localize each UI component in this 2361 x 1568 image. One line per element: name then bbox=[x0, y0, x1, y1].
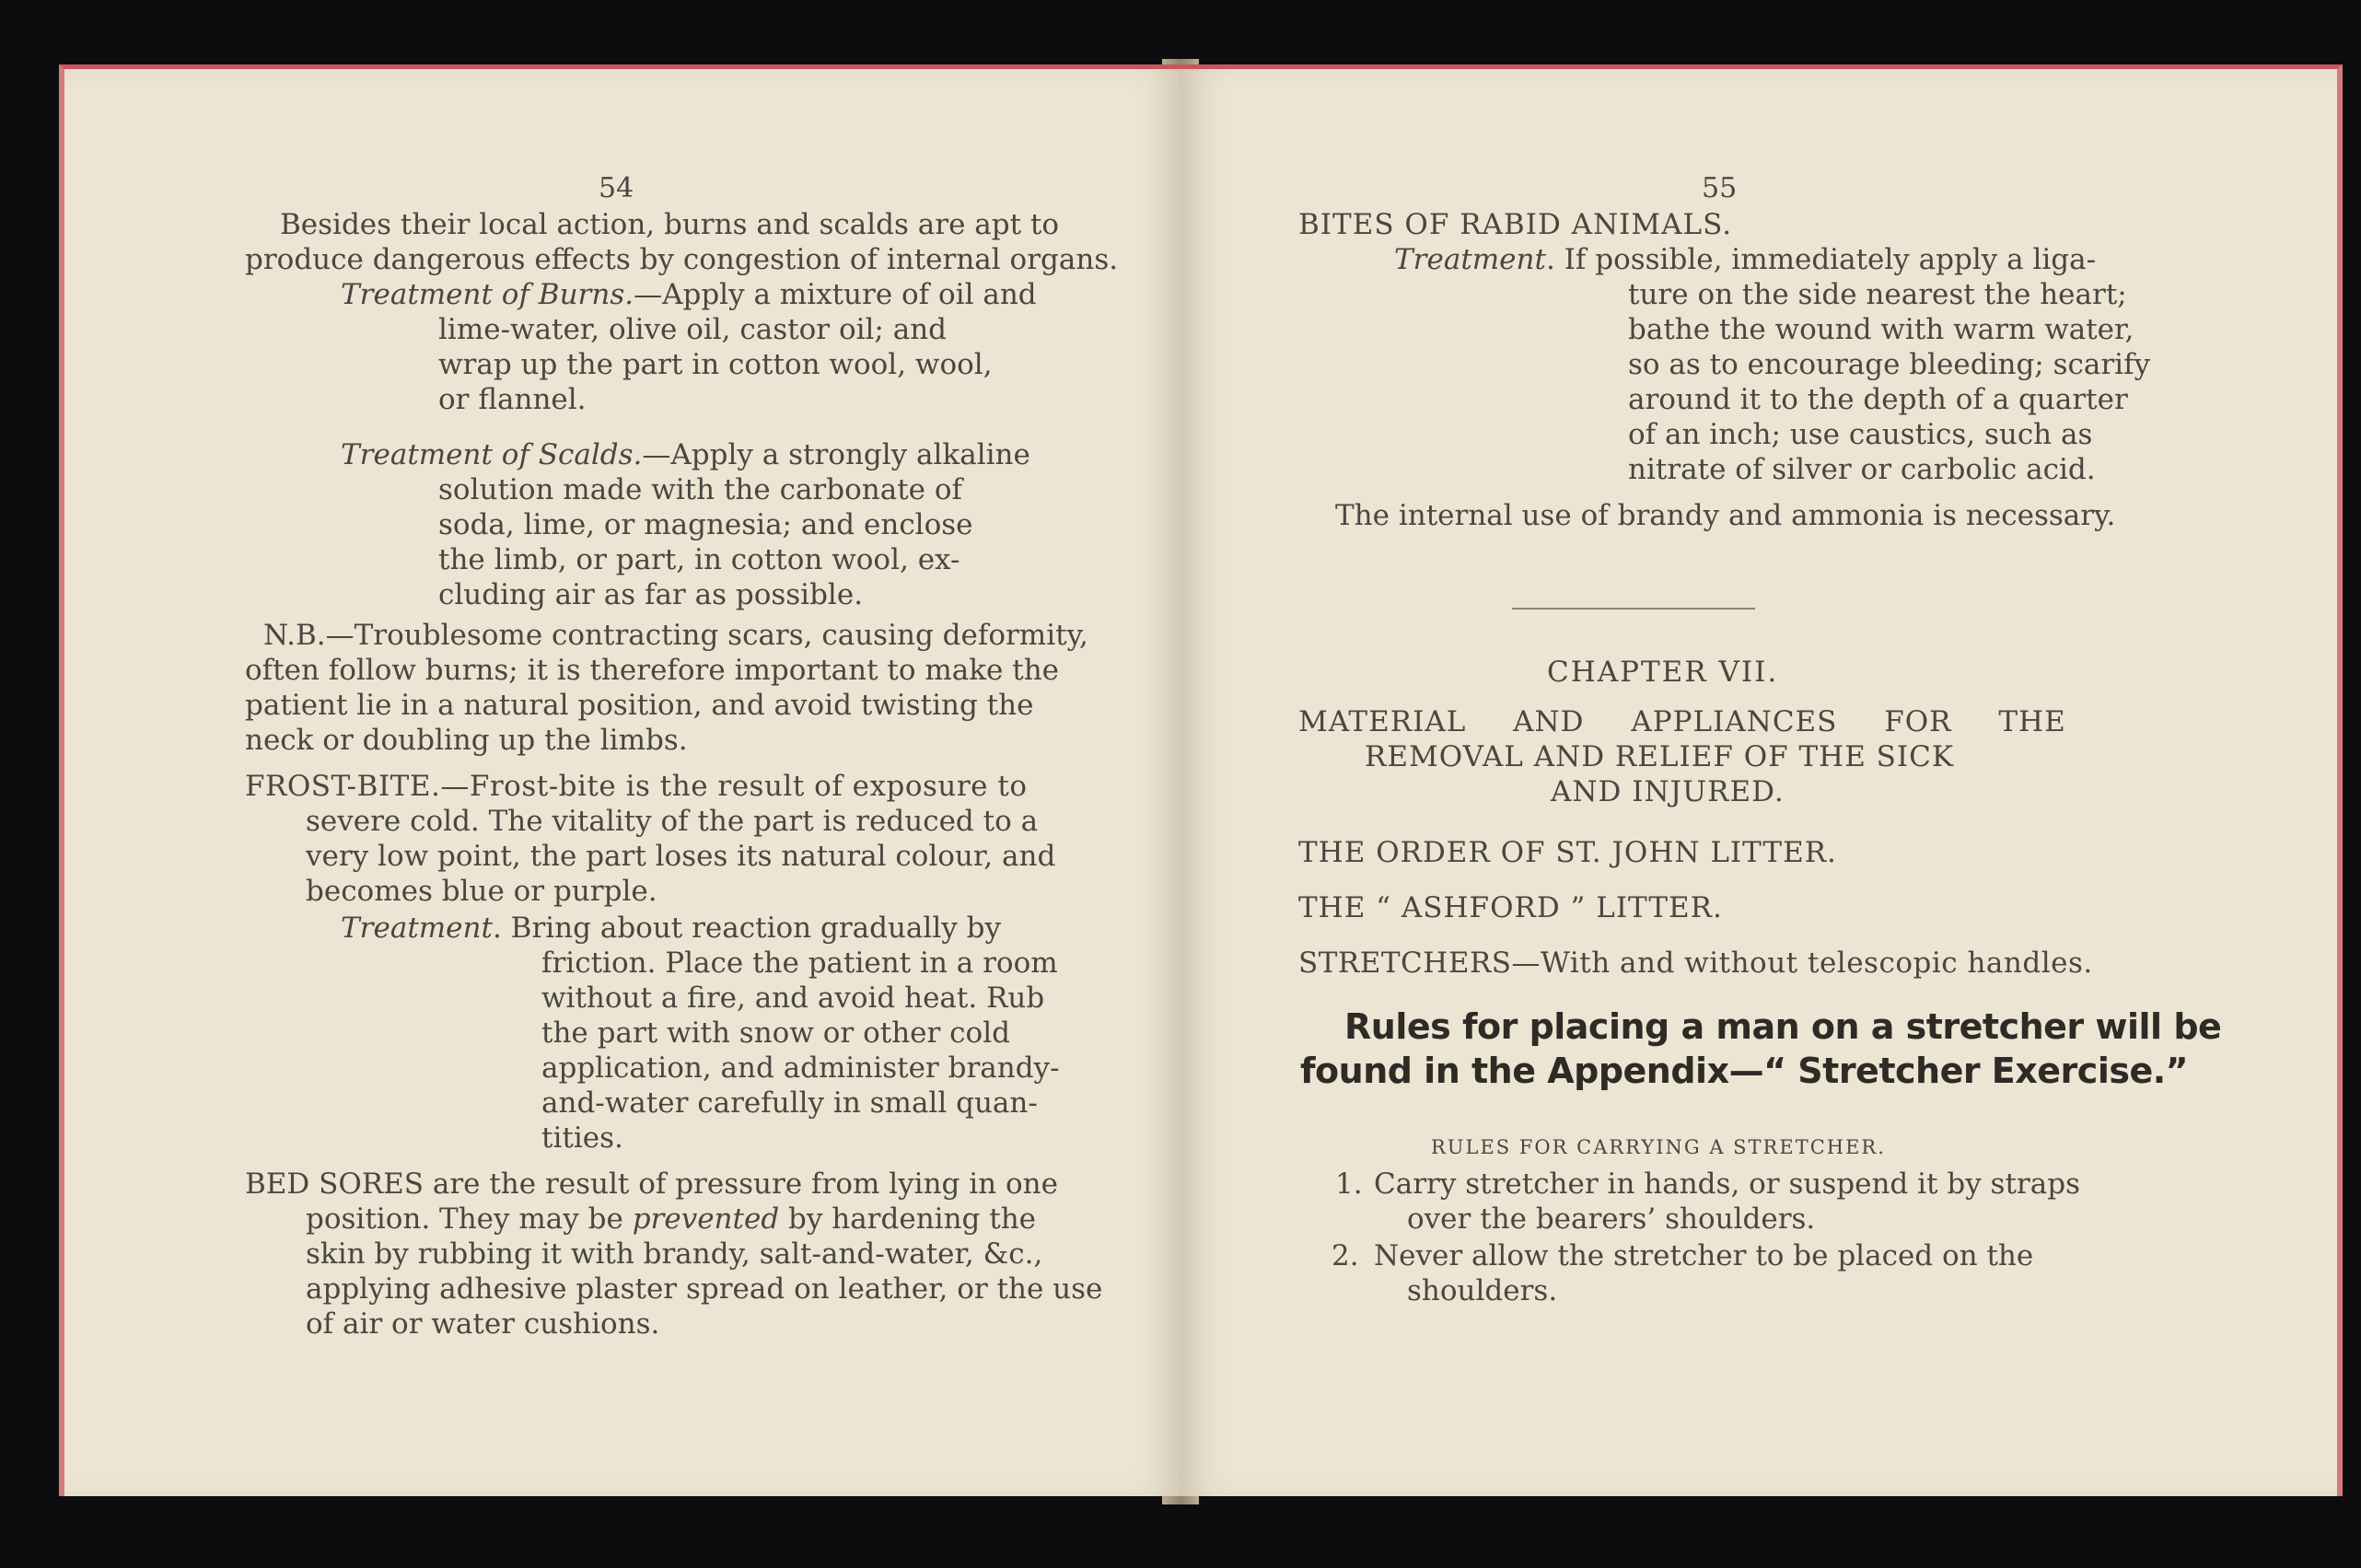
page-number-54: 54 bbox=[599, 172, 634, 204]
bites-footer: The internal use of brandy and ammonia is necessary. bbox=[1335, 499, 2116, 532]
topic-stretchers: STRETCHERS—With and without telescopic handles. bbox=[1298, 947, 2093, 980]
burns-label: Treatment of Burns. bbox=[341, 278, 634, 311]
frostbite-treatment-label: Treatment bbox=[341, 912, 493, 945]
topic-st-john-litter: THE ORDER OF ST. JOHN LITTER. bbox=[1298, 836, 1837, 869]
bites-title: BITES OF RABID ANIMALS. bbox=[1298, 208, 1733, 241]
right-page: 55 BITES OF RABID ANIMALS. Treatment. If possible, immediately apply a liga- ture on the side nearest the heart; bathe the wound with warm water, so as to encourage bleeding; scarify around it to the depth of a quarter of an inch; use caustics, such as nitrate of silver or carbolic acid. The internal use of brandy and ammonia is necessary. CHAPTER VII. MATERIAL AND APPLIANCES FOR THE REMOVAL AND RELIEF OF THE SICK AND INJURED. THE ORDER OF ST. JOHN LITTER. THE “ ASHFORD ” LITTER. STRETCHERS—With and without telescopic handles. Rules for placing a man on a stretcher will be found in the Appendix—“ Stretcher Exercise.” RULES FOR CARRYING A STRETCHER. 1. Carry stretcher in hands, or suspend it by straps over the bearers’ shoulders. 2. Never allow the stretcher to be placed on the shoulders. bbox=[1180, 64, 2343, 1496]
topic-ashford-litter: THE “ ASHFORD ” LITTER. bbox=[1298, 891, 1723, 924]
prevented-emphasis: prevented bbox=[632, 1202, 780, 1236]
left-page: 54 Besides their local action, burns and scalds are apt to produce dangerous effects by congestion of internal organs. Treatment of Burns.—Apply a mixture of oil and lime-water, olive oil, castor oil; and wrap up the part in cotton wool, wool, or flannel. Treatment of Scalds.—Apply a strongly alkaline solution made with the carbonate of soda, lime, or magnesia; and enclose the limb, or part, in cotton wool, ex- cluding air as far as possible. N.B.—Troublesome contracting scars, causing deformity, often follow burns; it is therefore important to make the patient lie in a natural position, and avoid twisting the neck or doubling up the limbs. FROST-BITE.—Frost-bite is the result of exposure to severe cold. The vitality of the part is reduced to a very low point, the part loses its natural colour, and becomes blue or purple. Treatment. Bring about reaction gradually by friction. Place the patient in a room without a fire, and avoid heat. Rub the part with snow or other cold application, and administer brandy- and-water carefully in small quan- tities. BED SORES are the result of pressure from lying in one position. They may be prevented by hardening the skin by rubbing it with brandy, salt-and-water, &c., applying adhesive plaster spread on leather, or the use of air or water cushions. bbox=[59, 64, 1182, 1496]
scalds-label: Treatment of Scalds. bbox=[341, 438, 643, 471]
rules-heading: RULES FOR CARRYING A STRETCHER. bbox=[1431, 1136, 1886, 1158]
bites-treatment-label: Treatment bbox=[1394, 243, 1546, 276]
page-number-55: 55 bbox=[1702, 172, 1738, 204]
section-divider bbox=[1512, 608, 1755, 610]
chapter-heading: CHAPTER VII. bbox=[1547, 656, 1779, 689]
